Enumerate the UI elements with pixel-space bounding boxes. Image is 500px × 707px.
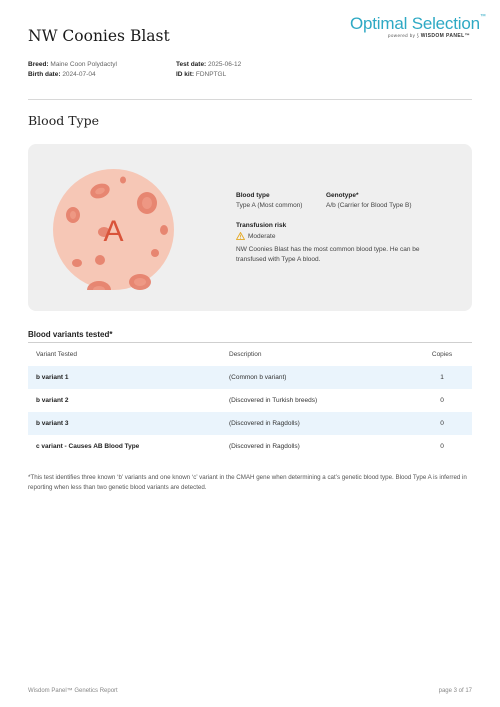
test-date-row: Test date: 2025-06-12 (176, 61, 242, 68)
kit-id-row: ID kit: FDNPTGL (176, 71, 227, 78)
table-header (28, 343, 472, 366)
header-divider (28, 99, 472, 100)
pet-meta-right (176, 60, 241, 80)
variant-description: (Discovered in Ragdolls) (229, 443, 300, 450)
logo-powered-by: powered by ⟆ WISDOM PANEL™ (387, 33, 470, 39)
variant-name: b variant 1 (36, 374, 69, 381)
variant-copies: 1 (440, 374, 444, 381)
table-row (28, 366, 472, 389)
blood-type-description: NW Coonies Blast has the most common blood type. He can be transfused with Type A blood. (236, 246, 420, 263)
breed-value: Maine Coon Polydactyl (50, 61, 117, 68)
blood-cells-illustration (53, 169, 174, 290)
birth-date-row: Birth date: 2024-07-04 (28, 71, 96, 78)
transfusion-risk-label: Transfusion risk (236, 222, 287, 229)
variant-description: (Discovered in Ragdolls) (229, 420, 300, 427)
pet-meta-left (28, 60, 117, 80)
table-row (28, 412, 472, 435)
optimal-selection-logo (350, 14, 486, 39)
variant-description: (Discovered in Turkish breeds) (229, 397, 318, 404)
variant-name: c variant - Causes AB Blood Type (36, 443, 140, 450)
table-row (28, 389, 472, 412)
footnote: *This test identifies three known ‘b’ variants and one known ‘c’ variant in the CMAH gene when determining a cat’s genetic blood type. Blood Type A is inferred in reporting when less than two genetic blood variants are detected. (28, 474, 467, 491)
transfusion-risk-row (236, 232, 275, 240)
column-header-description: Description (229, 351, 262, 358)
variant-name: b variant 2 (36, 397, 69, 404)
transfusion-risk-value: Moderate (248, 232, 276, 240)
variant-description: (Common b variant) (229, 374, 287, 381)
variant-name: b variant 3 (36, 420, 69, 427)
variants-table (28, 343, 472, 458)
column-header-variant: Variant Tested (36, 351, 77, 358)
table-row (28, 435, 472, 458)
genotype-label: Genotype* (326, 192, 359, 199)
breed-row: Breed: Maine Coon Polydactyl (28, 61, 117, 68)
section-title: Blood Type (28, 113, 100, 128)
footer-page-number: page 3 of 17 (438, 688, 472, 694)
kit-id-value: FDNPTGL (195, 71, 227, 78)
test-date-value: 2025-06-12 (208, 61, 242, 68)
warning-icon (236, 232, 245, 240)
logo-wordmark: Optimal Selection™ (350, 14, 486, 33)
genotype-value: A/b (Carrier for Blood Type B) (326, 202, 412, 209)
blood-type-panel (28, 144, 472, 311)
blood-type-label: Blood type (236, 192, 270, 199)
blood-type-letter: A (103, 215, 124, 248)
birth-date-value: 2024-07-04 (62, 71, 96, 78)
column-header-copies: Copies (431, 351, 453, 358)
variant-copies: 0 (440, 397, 444, 404)
footer-report-name: Wisdom Panel™ Genetics Report (28, 688, 118, 694)
page-title: NW Coonies Blast (28, 27, 170, 45)
blood-type-value: Type A (Most common) (236, 202, 303, 209)
variant-copies: 0 (440, 443, 444, 450)
variants-title: Blood variants tested* (28, 330, 113, 339)
variant-copies: 0 (440, 420, 444, 427)
